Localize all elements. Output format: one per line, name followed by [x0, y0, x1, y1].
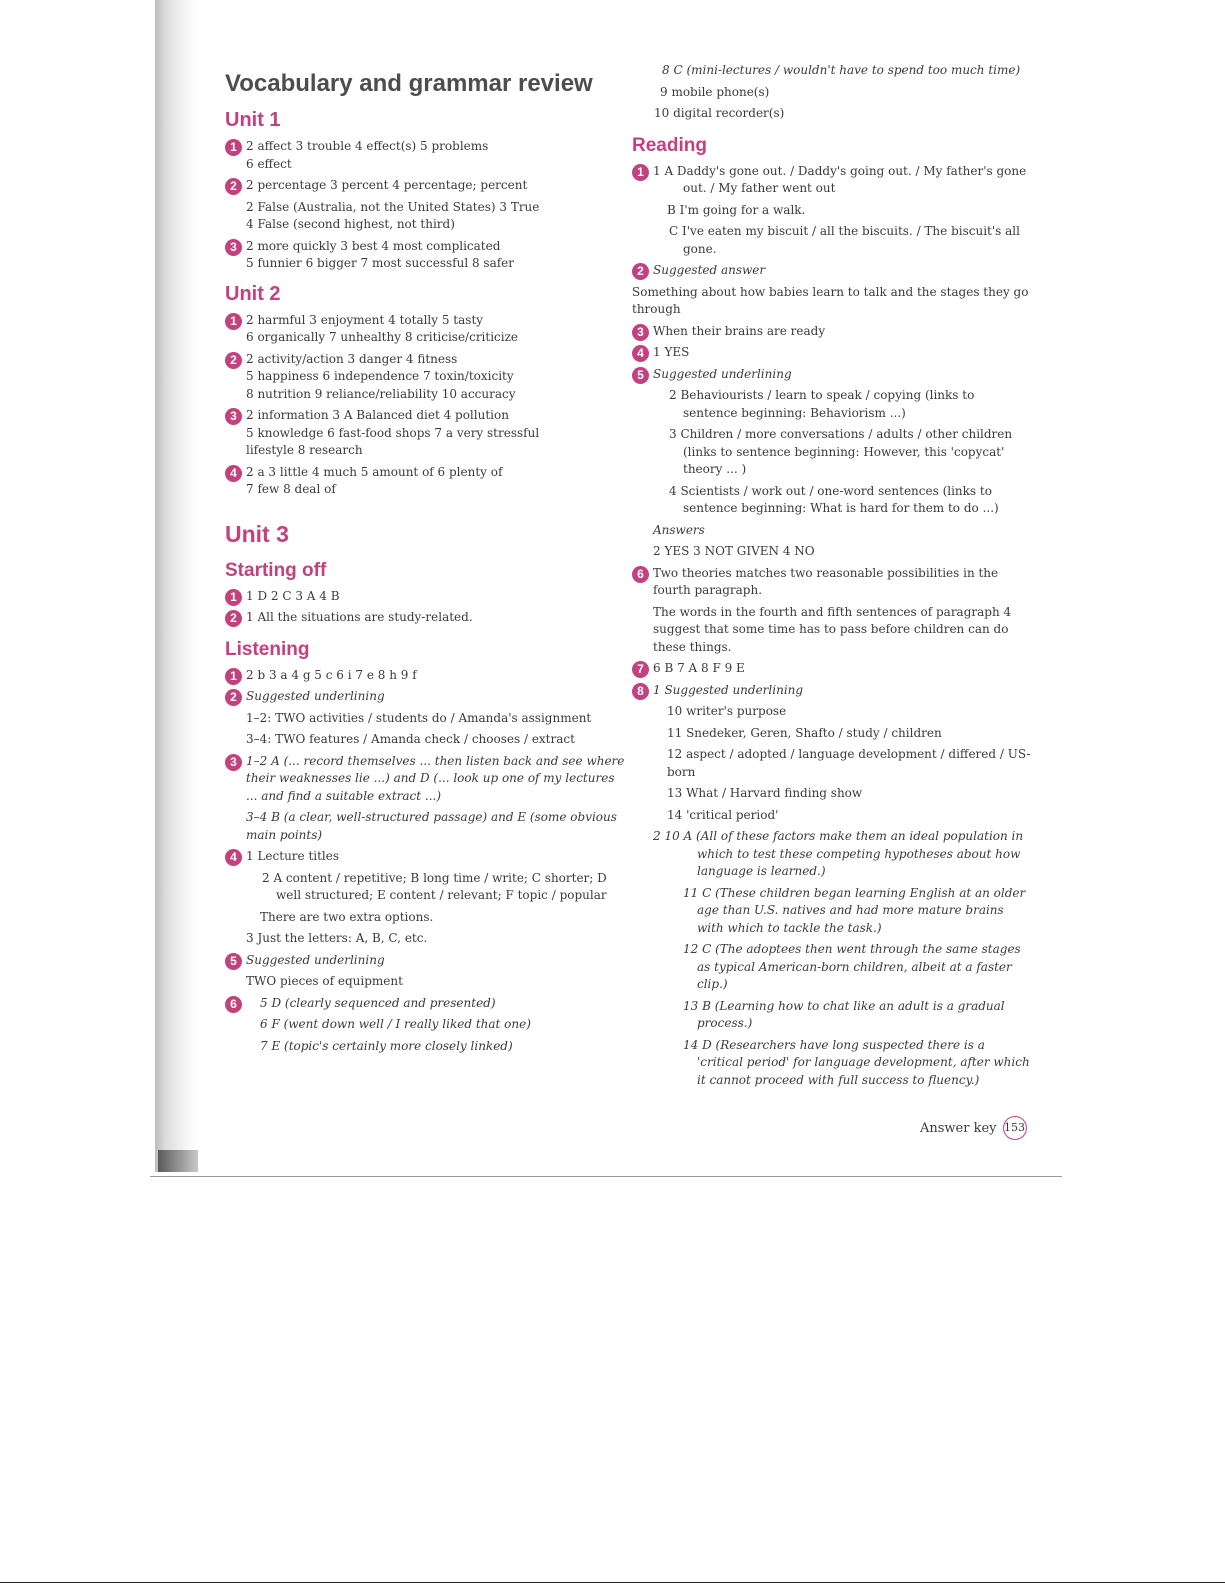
reading-exercise-1: [632, 163, 1032, 259]
answer-line: 12 aspect / adopted / language development / differed / US-born: [667, 747, 1031, 779]
answer-line: 12 C (The adoptees then went through the same stages as typical American-born children, albeit at a faster clip.): [683, 942, 1021, 991]
listening-exercise-6: [225, 995, 625, 1056]
answer-line: When their brains are ready: [653, 323, 826, 338]
answer-line: 3–4: TWO features / Amanda check / chooses / extract: [246, 732, 575, 746]
exercise-number-badge: 7: [632, 661, 649, 678]
answer-line: 4 Scientists / work out / one-word sentences (links to sentence beginning: What is hard for them to do ...): [669, 483, 999, 515]
answer-line: 11 Snedeker, Geren, Shafto / study / children: [667, 725, 942, 740]
unit2-exercise-2: [225, 351, 625, 404]
exercise-number-badge: 3: [632, 324, 649, 341]
answer-line: Something about how babies learn to talk and the stages they go through: [632, 284, 1029, 316]
unit-2-heading: Unit 2: [225, 282, 281, 305]
listening-heading: Listening: [225, 638, 310, 660]
answer-line: 6 F (went down well / I really liked that one): [260, 1017, 531, 1031]
scan-border: [150, 1176, 1062, 1177]
answer-line: 2 Behaviourists / learn to speak / copying (links to sentence beginning: Behaviorism ...): [669, 388, 975, 420]
answer-line: 8 nutrition 9 reliance/reliability 10 accuracy: [246, 386, 516, 401]
reading-heading: Reading: [632, 134, 707, 156]
answer-line: 1 D 2 C 3 A 4 B: [246, 588, 340, 603]
answer-line: B I'm going for a walk.: [667, 202, 806, 217]
answer-line: 2 information 3 A Balanced diet 4 pollution: [246, 408, 509, 422]
answer-line: 14 'critical period': [667, 807, 779, 822]
answer-label: Suggested underlining: [246, 689, 385, 703]
answer-line: 13 B (Learning how to chat like an adult is a gradual process.): [683, 998, 1005, 1030]
answer-line: 1 Lecture titles: [246, 849, 340, 863]
answer-line: 1–2: TWO activities / students do / Amanda's assignment: [246, 710, 592, 725]
exercise-number-badge: 1: [225, 139, 242, 156]
answer-line: 2 10 A (All of these factors make them an ideal population in which to test these competing hypotheses about how language is learned.): [653, 829, 1024, 878]
answer-line: 6 organically 7 unhealthy 8 criticise/criticize: [246, 330, 519, 344]
answer-line: 3–4 B (a clear, well-structured passage) and E (some obvious main points): [246, 810, 617, 842]
answers-label: Answers: [653, 522, 705, 537]
unit1-exercise-2: [225, 177, 625, 234]
page-number: 153: [1003, 1116, 1027, 1140]
answer-line: 3 Just the letters: A, B, C, etc.: [246, 931, 428, 945]
page-gutter-edge: [158, 1150, 198, 1172]
footer-label: Answer key: [920, 1120, 997, 1136]
answer-label: Suggested underlining: [246, 952, 385, 967]
exercise-number-badge: 2: [225, 610, 242, 627]
answer-line: 2 False (Australia, not the United States) 3 True: [246, 199, 540, 214]
answer-line: 5 funnier 6 bigger 7 most successful 8 safer: [246, 256, 515, 270]
left-column: [225, 62, 625, 1059]
answer-line: 11 C (These children began learning English at an older age than U.S. natives and had more mature brains with which to tackle the task.): [683, 885, 1026, 935]
exercise-number-badge: 4: [225, 849, 242, 866]
exercise-number-badge: 6: [632, 566, 649, 583]
right-column: [632, 62, 1032, 1093]
exercise-number-badge: 3: [225, 754, 242, 771]
answer-line: 13 What / Harvard finding show: [667, 786, 863, 800]
reading-exercise-4: [632, 344, 1032, 362]
answer-line: TWO pieces of equipment: [246, 974, 403, 988]
answer-line: 14 D (Researchers have long suspected there is a 'critical period' for language development, after which it cannot proceed with full success to fluency.): [683, 1037, 1030, 1087]
answer-line: 5 knowledge 6 fast-food shops 7 a very stressful: [246, 425, 540, 440]
starting-off-exercise-2: [225, 609, 625, 627]
continued-answer-line: 8 C (mini-lectures / wouldn't have to spend too much time): [662, 63, 1021, 77]
reading-exercise-2: [632, 262, 1032, 319]
exercise-number-badge: 3: [225, 408, 242, 425]
answer-line: 2 activity/action 3 danger 4 fitness: [246, 351, 458, 366]
unit2-exercise-1: [225, 312, 625, 347]
answer-line: Two theories matches two reasonable possibilities in the fourth paragraph.: [653, 565, 999, 597]
unit-3-heading: Unit 3: [225, 520, 289, 547]
answer-label: Suggested underlining: [653, 366, 792, 381]
exercise-number-badge: 4: [225, 465, 242, 482]
exercise-number-badge: 5: [225, 953, 242, 970]
unit2-exercise-4: [225, 464, 625, 499]
answer-label: 1 Suggested underlining: [653, 682, 804, 697]
continued-answer-line: 9 mobile phone(s): [660, 84, 770, 99]
unit1-exercise-1: [225, 138, 625, 173]
answer-line: 1 A Daddy's gone out. / Daddy's going out. / My father's gone out. / My father went out: [653, 163, 1027, 195]
answer-line: 1–2 A (... record themselves ... then listen back and see where their weaknesses lie ...) and D (... look up one of my lectures ... and find a suitable extract ...): [246, 753, 625, 803]
exercise-number-badge: 2: [225, 178, 242, 195]
reading-exercise-5: [632, 366, 1032, 561]
answer-line: 2 harmful 3 enjoyment 4 totally 5 tasty: [246, 312, 484, 327]
reading-exercise-7: [632, 660, 1032, 678]
answer-line: The words in the fourth and fifth sentences of paragraph 4 suggest that some time has to pass before children can do these things.: [653, 604, 1012, 654]
unit-1-heading: Unit 1: [225, 109, 281, 131]
answer-line: 3 Children / more conversations / adults / other children (links to sentence beginning: However, this 'copycat' theory ... ): [669, 427, 1013, 476]
listening-exercise-2: [225, 688, 625, 749]
listening-exercise-3: [225, 753, 625, 845]
answer-line: 10 writer's purpose: [667, 704, 787, 718]
exercise-number-badge: 3: [225, 239, 242, 256]
answer-line: 1 All the situations are study-related.: [246, 610, 473, 624]
reading-exercise-8: [632, 682, 1032, 1090]
answer-line: There are two extra options.: [260, 909, 434, 924]
reading-exercise-3: [632, 323, 1032, 341]
page-bottom-border: [0, 1582, 1225, 1583]
unit2-exercise-3: [225, 407, 625, 460]
page-footer: [920, 1116, 1027, 1140]
answer-line: 7 few 8 deal of: [246, 482, 336, 496]
answer-line: 6 effect: [246, 156, 292, 171]
exercise-number-badge: 1: [632, 164, 649, 181]
answer-line: 1 YES: [653, 345, 690, 359]
starting-off-exercise-1: [225, 588, 625, 606]
answer-line: 2 more quickly 3 best 4 most complicated: [246, 238, 501, 253]
exercise-number-badge: 4: [632, 345, 649, 362]
answer-line: 2 affect 3 trouble 4 effect(s) 5 problems: [246, 139, 489, 153]
exercise-number-badge: 2: [225, 352, 242, 369]
listening-exercise-4: [225, 848, 625, 948]
answer-line: 4 False (second highest, not third): [246, 217, 455, 231]
answer-line: 2 a 3 little 4 much 5 amount of 6 plenty of: [246, 464, 503, 479]
answer-line: 2 b 3 a 4 g 5 c 6 i 7 e 8 h 9 f: [246, 667, 417, 682]
answer-label: Suggested answer: [653, 263, 766, 277]
answer-line: 2 A content / repetitive; B long time / write; C shorter; D well structured; E content / relevant; F topic / popular: [262, 870, 607, 902]
page-title: Vocabulary and grammar review: [225, 70, 593, 97]
answer-line: 2 percentage 3 percent 4 percentage; percent: [246, 178, 528, 192]
reading-exercise-6: [632, 565, 1032, 657]
exercise-number-badge: 5: [632, 367, 649, 384]
starting-off-heading: Starting off: [225, 559, 327, 581]
answer-line: lifestyle 8 research: [246, 443, 363, 457]
exercise-number-badge: 2: [225, 689, 242, 706]
exercise-number-badge: 1: [225, 313, 242, 330]
answer-line: 6 B 7 A 8 F 9 E: [653, 661, 745, 675]
answer-line: C I've eaten my biscuit / all the biscuits. / The biscuit's all gone.: [669, 224, 1020, 256]
answer-line: 2 YES 3 NOT GIVEN 4 NO: [653, 544, 815, 558]
answer-line: 5 D (clearly sequenced and presented): [260, 995, 496, 1010]
unit1-exercise-3: [225, 238, 625, 273]
page-gutter-shadow: [155, 0, 197, 1172]
exercise-number-badge: 6: [225, 996, 242, 1013]
exercise-number-badge: 1: [225, 589, 242, 606]
exercise-number-badge: 8: [632, 683, 649, 700]
exercise-number-badge: 1: [225, 668, 242, 685]
exercise-number-badge: 2: [632, 263, 649, 280]
answer-line: 5 happiness 6 independence 7 toxin/toxicity: [246, 369, 514, 383]
listening-exercise-1: [225, 667, 625, 685]
answer-line: 7 E (topic's certainly more closely linked): [260, 1038, 513, 1053]
listening-exercise-5: [225, 952, 625, 991]
continued-answer-line: 10 digital recorder(s): [654, 106, 785, 120]
